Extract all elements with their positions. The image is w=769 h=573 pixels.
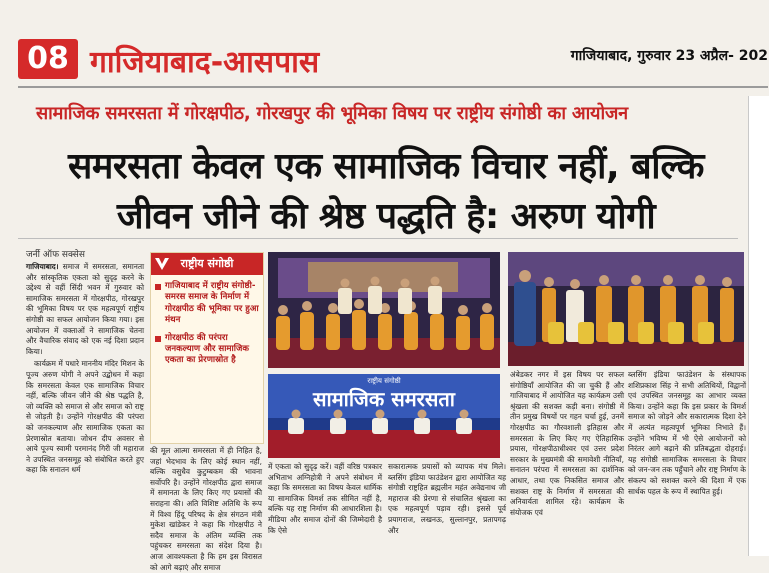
paragraph: में एकता को सुदृढ़ करें। वहीं वरिष्ठ पत्रकार अभिताभ अग्निहोत्री ने अपने संबोधन में कहा कि समरसता का विषय केवल धार्मिक या सामाजिक विमर्श तक सीमित नहीं है, बल्कि यह राष्ट्र निर्माण की आधारशिला है। मीडिया और समाज दोनों की जिम्मेदारी है कि ऐसे — [268, 462, 382, 535]
main-headline-line-1: समरसता केवल एक सामाजिक विचार नहीं, बल्कि — [68, 146, 704, 187]
page-number: 08 — [18, 39, 78, 79]
event-photo-performers — [268, 252, 500, 368]
paragraph: ब्लसिंग इंडिया फाउंडेशन के संस्थापक शशिप्रकाश सिंह ने सभी अतिथियों, विद्वानों एवं उपस्थित जनसमूह का आभार व्यक्त किया। उन्होंने कहा कि इस प्रकार के विमर्श समाज को जोड़ने और सकारात्मक दिशा देने में अत्यंत महत्वपूर्ण भूमिका निभाते हैं। उन्होंने भविष्य में भी ऐसे आयोजनों को निरंतर आगे बढ़ाने की प्रतिबद्धता दोहराई। यह संगोष्ठी सामाजिक समरसता के विचार को जन-जन तक पहुँचाने और राष्ट्र निर्माण के संकल्प को सशक्त करने की दिशा में एक सार्थक पहल के रूप में स्थापित हुई। — [628, 370, 746, 496]
main-headline-line-2: जीवन जीने की श्रेष्ठ पद्धति है: अरुण योगी — [116, 196, 656, 237]
section-title: गाजियाबाद-आसपास — [90, 45, 320, 80]
adjacent-column-strip — [748, 96, 769, 556]
highlights-list — [155, 281, 259, 373]
dateline: गाजियाबाद, गुरुवार 23 अप्रैल- 202 — [570, 48, 768, 64]
kicker-headline: सामाजिक समरसता में गोरक्षपीठ, गोरखपुर की भूमिका विषय पर राष्ट्रीय संगोष्ठी का आयोजन — [36, 103, 628, 124]
article-column-6 — [628, 370, 746, 556]
event-photo-dais — [268, 374, 500, 458]
banner-subtext: राष्ट्रीय संगोष्ठी — [367, 377, 401, 385]
article-column-2 — [150, 446, 262, 572]
highlights-box — [150, 252, 264, 444]
paragraph: अंबेडकर नगर में इस विषय पर सफल संगोष्ठियाँ आयोजित की जा चुकी हैं और गाजियाबाद में आयोजित यह कार्यक्रम उसी श्रृंखला की सशक्त कड़ी बना। संगोष्ठी में तीन प्रमुख विषयों पर गहन चर्चा हुई, उनमें गोरक्षपीठ का गौरवशाली इतिहास और समरसता के लिए किए गए ऐतिहासिक प्रयास, गोरक्षपीठाधीश्वर एवं उत्तर प्रदेश सरकार के मुख्यमंत्री की समावेशी नीतियाँ, सनातन परंपरा में समरसता का दार्शनिक आधार, तथा एक निकसित समाज और सशक्त राष्ट्र के निर्माण में समरसता की अनिवार्यता शामिल रहे। कार्यक्रम के संयोजक एवं — [510, 370, 624, 517]
highlights-title: राष्ट्रीय संगोष्ठी — [151, 253, 263, 275]
event-photo-group — [508, 252, 744, 366]
paragraph: की मूल आत्मा समरसता में ही निहित है, जहां भेदभाव के लिए कोई स्थान नहीं, बल्कि वसुधैव कुटुम्बकम की भावना सर्वोपरि है। उन्होंने गोरक्षपीठ द्वारा समाज में समानता के लिए किए गए प्रयासों की सराहना की। अति विशिष्ट अतिथि के रूप में विश्व हिंदू परिषद के क्षेत्र संगठन मंत्री मुकेश खांडेकर ने कहा कि गोरक्षपीठ ने सदैव समाज के अंतिम व्यक्ति तक पहुंचकर समरसता का संदेश दिया है। आज आवश्यकता है कि हम इस विरासत को आगे बढ़ाएं और समाज — [150, 446, 262, 572]
paragraph-2: कार्यक्रम में पधारे माननीय मंदिर मिशन के पूज्य अरुण योगी ने अपने उद्बोधन में कहा कि समरसता केवल एक सामाजिक विचार नहीं, बल्कि जीवन जीने की श्रेष्ठ पद्धति है, जो व्यक्ति को समाज से और समाज को राष्ट्र से जोड़ती है। उन्होंने गोरक्षपीठ की परंपरा को जनकल्याण और सामाजिक एकता का प्रेरणास्रोत बताया। जोधन दीप अवसर से आये पूज्य स्वामी परमानंद गिरी जी महाराज ने उपस्थित जनसमूह को संबोधित करते हुए कहा कि सनातन धर्म — [26, 359, 144, 475]
group-illustration — [508, 252, 744, 366]
banner-text: सामाजिक समरसता — [313, 387, 455, 411]
header-rule — [18, 86, 768, 88]
paragraph: सकारात्मक प्रयासों को व्यापक मंच मिले। ब्लसिंग इंडिया फाउंडेशन द्वारा आयोजित यह संगोष्ठी राष्ट्रहित ब्रह्मलीन महंत अवेद्यनाथ जी महाराज की प्रेरणा से संचालित श्रृंखला का एक महत्वपूर्ण पड़ाव रही। इससे पूर्व प्रयागराज, लखनऊ, सुल्तानपुर, प्रतापगढ़ और — [388, 462, 506, 535]
byline: जर्नी ऑफ सक्सेस — [26, 250, 85, 260]
highlight-item: गोरक्षपीठ की परंपरा जनकल्याण और सामाजिक एकता का प्रेरणास्रोत है — [155, 333, 259, 367]
highlight-item: गाजियाबाद में राष्ट्रीय संगोष्ठी-समरस समाज के निर्माण में गोरक्षपीठ की भूमिका पर हुआ मंथन — [155, 281, 259, 327]
article-column-1 — [26, 262, 144, 556]
dateline-lead: गाजियाबाद। — [26, 262, 59, 271]
paragraph-1: समाज में समरसता, समानता और सांस्कृतिक एकता को सुदृढ़ करने के उद्देश्य से वहीं सिंदी भवन में गुरुवार को सामाजिक समरसता में गोरक्षपीठ, गोरखपुर की भूमिका विषय पर एक महत्वपूर्ण राष्ट्रीय संगोष्ठी का सफल आयोजन किया गया। इस आयोजन में वक्ताओं ने सामाजिक चेतना और वैचारिक संवाद को एक नई दिशा प्रदान किया। — [26, 262, 144, 356]
article-column-5 — [510, 370, 624, 556]
article-column-4 — [388, 462, 506, 556]
article-column-3 — [268, 462, 382, 556]
performers-illustration — [268, 252, 500, 368]
headline-rule — [18, 238, 738, 239]
v-logo-icon — [154, 256, 170, 272]
